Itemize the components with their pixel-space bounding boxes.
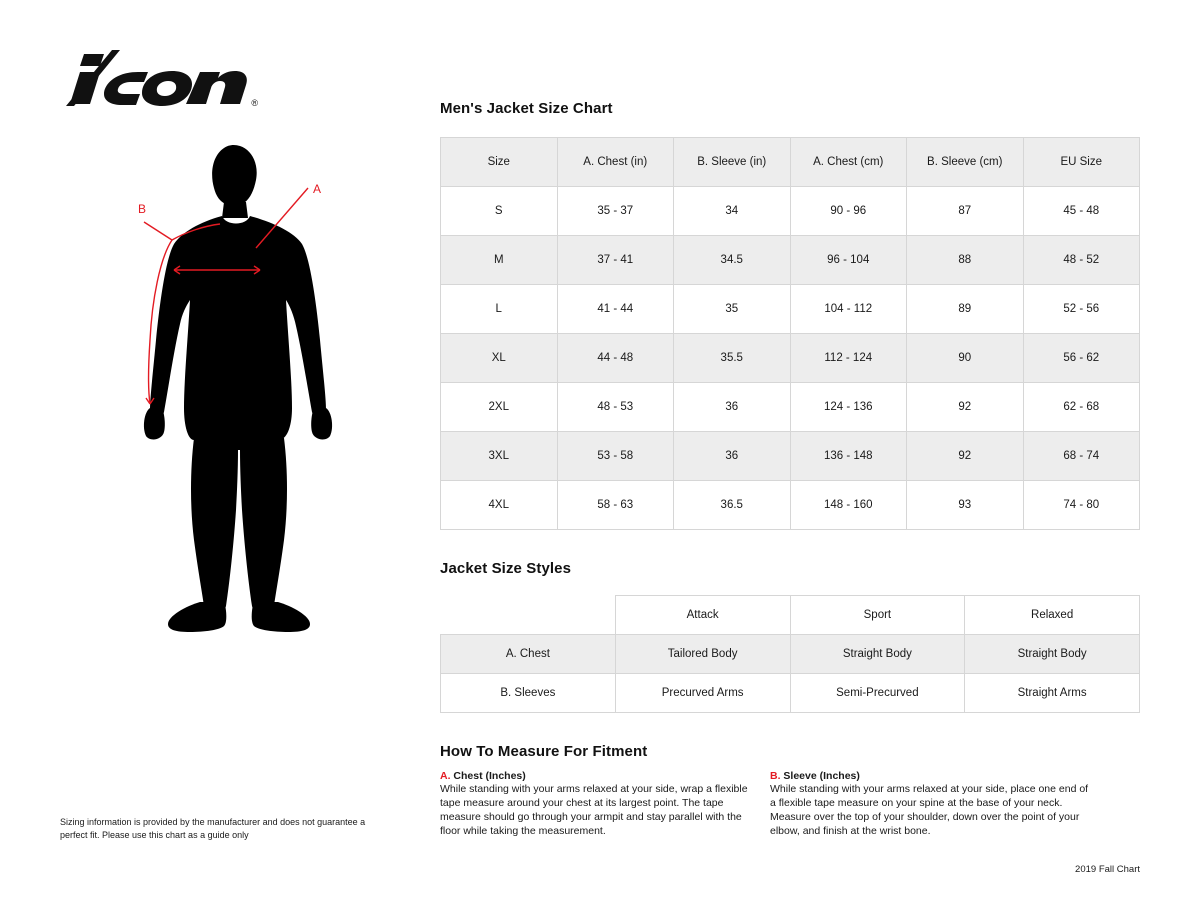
jacket-styles-table [440,595,1140,713]
corner-cell [441,596,616,635]
cell-chest-in: 58 - 63 [557,481,674,530]
table-header-row [441,596,1140,635]
table-row [441,674,1140,713]
disclaimer-text: Sizing information is provided by the manufacturer and does not guarantee a perfect fit. Please use this chart as a guide only [60,817,366,841]
table-row [441,432,1140,481]
table-row [441,285,1140,334]
table-row [441,236,1140,285]
row-header-sleeves: B. Sleeves [441,674,616,713]
cell-chest-cm: 136 - 148 [790,432,907,481]
column-header-sport: Sport [790,596,965,635]
cell-eu-size: 48 - 52 [1023,236,1140,285]
cell-chest-in: 37 - 41 [557,236,674,285]
measure-heading-text: Chest (Inches) [453,770,526,782]
cell-chest-cm: 90 - 96 [790,187,907,236]
row-header-chest: A. Chest [441,635,616,674]
cell-chest-cm: 96 - 104 [790,236,907,285]
content-area [440,100,1140,838]
cell-sleeve-cm: 92 [907,383,1024,432]
cell-chest-cm: 104 - 112 [790,285,907,334]
cell-eu-size: 56 - 62 [1023,334,1140,383]
cell-size: L [441,285,558,334]
column-header: Size [441,138,558,187]
cell-sleeve-in: 36 [674,432,791,481]
cell-sleeve-in: 35 [674,285,791,334]
cell-sleeve-cm: 93 [907,481,1024,530]
column-header-attack: Attack [615,596,790,635]
measure-letter: A. [440,770,451,782]
cell-size: 3XL [441,432,558,481]
figure-label-a: A [313,182,322,196]
measure-heading [770,770,1095,782]
cell-chest-in: 35 - 37 [557,187,674,236]
cell-chest-cm: 112 - 124 [790,334,907,383]
cell-chest-in: 44 - 48 [557,334,674,383]
registered-mark: ® [251,98,258,108]
measure-heading-text: Sleeve (Inches) [783,770,860,782]
cell-sleeve-in: 36 [674,383,791,432]
cell-eu-size: 74 - 80 [1023,481,1140,530]
cell-chest-in: 41 - 44 [557,285,674,334]
column-header: A. Chest (cm) [790,138,907,187]
table-header-row [441,138,1140,187]
cell-relaxed: Straight Body [965,635,1140,674]
table-row [441,635,1140,674]
cell-relaxed: Straight Arms [965,674,1140,713]
measure-body-text: While standing with your arms relaxed at your side, place one end of a flexible tape measure on your spine at the base of your neck. Measure over the top of your shoulder, down over the point of your elbow, and finish at the wrist bone. [770,783,1089,837]
column-header: A. Chest (in) [557,138,674,187]
cell-attack: Tailored Body [615,635,790,674]
table-row [441,334,1140,383]
how-to-measure-section [440,770,1140,838]
cell-eu-size: 45 - 48 [1023,187,1140,236]
body-measurement-figure [120,140,400,640]
cell-chest-in: 48 - 53 [557,383,674,432]
cell-eu-size: 68 - 74 [1023,432,1140,481]
cell-sleeve-cm: 88 [907,236,1024,285]
cell-sleeve-in: 34.5 [674,236,791,285]
cell-sleeve-in: 36.5 [674,481,791,530]
cell-sport: Straight Body [790,635,965,674]
measure-heading [440,770,765,782]
cell-size: XL [441,334,558,383]
table-row [441,481,1140,530]
icon-wordmark-icon [60,48,250,110]
styles-chart-title: Jacket Size Styles [440,560,572,577]
cell-sleeve-cm: 92 [907,432,1024,481]
column-header: EU Size [1023,138,1140,187]
table-row [441,383,1140,432]
chart-stamp: 2019 Fall Chart [1075,864,1140,875]
cell-attack: Precurved Arms [615,674,790,713]
measure-body-text: While standing with your arms relaxed at your side, wrap a flexible tape measure around your chest at its largest point. The tape measure should go through your armpit and stay parallel with the floor while taking the measurement. [440,783,748,837]
body-silhouette-icon [120,140,400,640]
column-header: B. Sleeve (cm) [907,138,1024,187]
column-header-relaxed: Relaxed [965,596,1140,635]
size-chart-table [440,137,1140,530]
table-row [441,187,1140,236]
column-header: B. Sleeve (in) [674,138,791,187]
cell-size: M [441,236,558,285]
brand-logo [60,48,258,110]
cell-chest-in: 53 - 58 [557,432,674,481]
cell-chest-cm: 124 - 136 [790,383,907,432]
cell-size: 4XL [441,481,558,530]
measure-item-sleeve [770,770,1100,838]
cell-sleeve-cm: 89 [907,285,1024,334]
cell-size: 2XL [441,383,558,432]
cell-eu-size: 52 - 56 [1023,285,1140,334]
how-to-measure-title: How To Measure For Fitment [440,743,648,760]
measure-item-chest [440,770,770,838]
cell-sport: Semi-Precurved [790,674,965,713]
figure-label-b: B [138,202,147,216]
cell-sleeve-in: 34 [674,187,791,236]
cell-eu-size: 62 - 68 [1023,383,1140,432]
size-chart-title: Men's Jacket Size Chart [440,100,613,117]
cell-size: S [441,187,558,236]
cell-chest-cm: 148 - 160 [790,481,907,530]
measure-letter: B. [770,770,781,782]
cell-sleeve-cm: 87 [907,187,1024,236]
cell-sleeve-in: 35.5 [674,334,791,383]
cell-sleeve-cm: 90 [907,334,1024,383]
